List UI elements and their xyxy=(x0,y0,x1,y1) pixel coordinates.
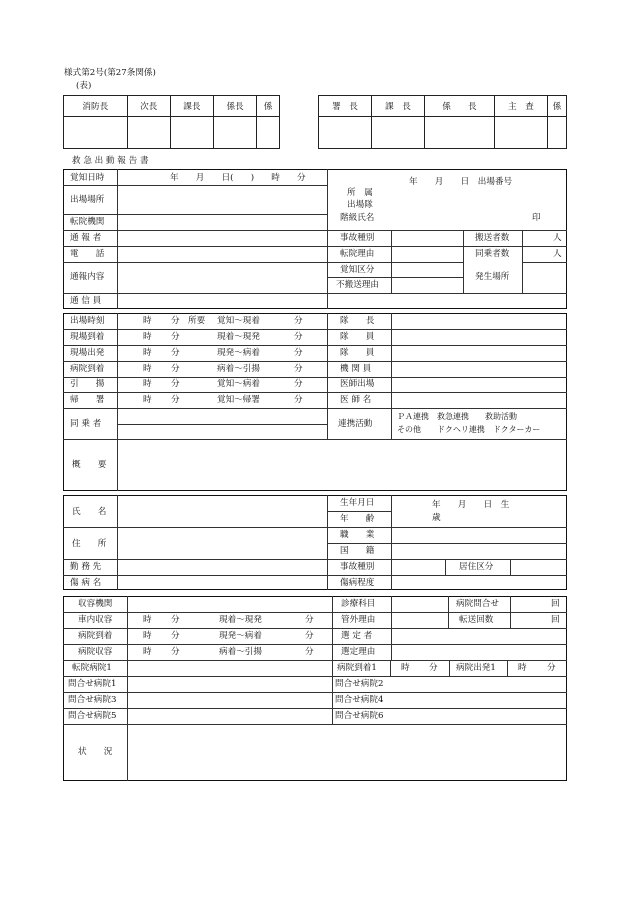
unit-fun: 分 xyxy=(171,647,180,657)
segment-label: 現着～現発 xyxy=(217,332,260,342)
seal-mark: 印 xyxy=(532,213,541,223)
unit-ji: 時 xyxy=(143,348,152,358)
label-jokyo: 状 況 xyxy=(78,747,113,757)
approval-cell: 消防長 xyxy=(64,96,128,117)
unit-fun: 分 xyxy=(305,647,314,657)
label-toiawase-2: 問合せ病院2 xyxy=(335,679,384,689)
stamp-field[interactable] xyxy=(213,117,256,149)
label-sentei-riyu: 選定理由 xyxy=(341,647,376,657)
label-kaikyu-shimei: 階級氏名 xyxy=(340,213,375,223)
stamp-field[interactable] xyxy=(547,117,566,149)
approval-cell: 次長 xyxy=(127,96,170,117)
unit-fun: 分 xyxy=(294,316,303,326)
label-hanso-su: 搬送者数 xyxy=(475,233,510,243)
label-time-2: 現場出発 xyxy=(70,348,105,358)
label-shuyo-kikan: 収容機関 xyxy=(78,599,113,609)
label-seinengappi: 生年月日 xyxy=(340,498,375,508)
date-dispatch-no-field[interactable]: 年 月 日 出場番号 xyxy=(409,177,513,187)
label-fuhanso-riyu: 不搬送理由 xyxy=(336,280,379,290)
segment-label: 現発～病着 xyxy=(217,348,260,358)
label-member-0: 隊 長 xyxy=(340,316,375,326)
label-tenin-riyu: 転院理由 xyxy=(340,249,375,259)
unit-fun: 分 xyxy=(171,379,180,389)
label-time-5: 帰 署 xyxy=(70,395,105,405)
unit-fun: 分 xyxy=(171,631,180,641)
label-nenrei: 年 齢 xyxy=(340,514,375,524)
segment-label: 現着～現発 xyxy=(219,615,262,625)
label-dojo-su: 同乗者数 xyxy=(475,249,510,259)
stamp-field[interactable] xyxy=(494,117,547,149)
age-unit: 歳 xyxy=(432,513,441,523)
approval-cell: 係 長 xyxy=(424,96,494,117)
label-byoin-tochaku: 病院到着 xyxy=(78,631,113,641)
unit-kai: 回 xyxy=(551,615,560,625)
stamp-field[interactable] xyxy=(424,117,494,149)
stamp-field[interactable] xyxy=(319,117,372,149)
approval-cell: 係 xyxy=(257,96,280,117)
unit-fun: 分 xyxy=(171,316,180,326)
label-shobyo: 傷 病 名 xyxy=(70,578,102,588)
label-time-3: 病院到着 xyxy=(70,364,105,374)
label-kyoju-kubun: 居住区分 xyxy=(459,562,494,572)
approval-cell: 係長 xyxy=(213,96,256,117)
segment-label: 覚知～病着 xyxy=(217,379,260,389)
label-sentei-sha: 選 定 者 xyxy=(341,631,373,641)
label-tsuho-naiyo: 通報内容 xyxy=(70,272,105,282)
unit-fun: 分 xyxy=(171,364,180,374)
label-shoyo: 所要 xyxy=(188,316,206,326)
label-denwa: 電 話 xyxy=(70,249,105,259)
approval-cell: 課長 xyxy=(170,96,213,117)
label-renkei: 連携活動 xyxy=(338,419,373,429)
label-tsushin: 通 信 員 xyxy=(70,296,102,306)
label-shobyo-teido: 傷病程度 xyxy=(340,578,375,588)
form-number: 様式第2号(第27条関係) xyxy=(64,68,156,78)
section-timeline xyxy=(63,313,567,491)
unit-ji: 時 xyxy=(143,615,152,625)
birth-date-field[interactable]: 年 月 日 生 xyxy=(432,500,510,510)
label-byoin-tochaku-1: 病院到着1 xyxy=(337,663,377,673)
label-toiawase-6: 問合せ病院6 xyxy=(335,711,384,721)
stamp-field[interactable] xyxy=(64,117,128,149)
stamp-field[interactable] xyxy=(127,117,170,149)
unit-ji: 時 xyxy=(143,332,152,342)
label-member-4: 医師出場 xyxy=(340,379,375,389)
segment-label: 病着～引揚 xyxy=(217,364,260,374)
unit-fun: 分 xyxy=(171,332,180,342)
label-byoin-toiawase: 病院問合せ xyxy=(456,599,499,609)
label-tenso-kaisu: 転送回数 xyxy=(459,615,494,625)
stamp-field[interactable] xyxy=(371,117,424,149)
approval-table-left xyxy=(63,95,280,149)
renkei-options-2: その他 ドクヘリ連携 ドクターカー xyxy=(397,425,541,434)
unit-fun: 分 xyxy=(294,348,303,358)
form-title: 救 急 出 動 報 告 書 xyxy=(72,156,149,166)
segment-label: 病着～引揚 xyxy=(219,647,262,657)
label-shanai-shuyo: 車内収容 xyxy=(78,615,113,625)
label-kakuchi: 覚知日時 xyxy=(70,173,105,183)
label-hassei-basho: 発生場所 xyxy=(475,272,510,282)
label-shinryo: 診療科目 xyxy=(341,599,376,609)
renkei-options-1: ＰＡ連携 救急連携 救助活動 xyxy=(397,412,517,421)
label-jiko-shubetsu-2: 事故種別 xyxy=(340,562,375,572)
form-side: (表) xyxy=(76,81,92,91)
label-member-2: 隊 員 xyxy=(340,348,375,358)
label-member-3: 機 関 員 xyxy=(340,364,372,374)
unit-fun: 分 xyxy=(429,663,438,673)
label-toiawase-3: 問合せ病院3 xyxy=(68,695,117,705)
unit-ji: 時 xyxy=(143,395,152,405)
unit-ji: 時 xyxy=(518,663,527,673)
unit-ji: 時 xyxy=(143,647,152,657)
label-toiawase-1: 問合せ病院1 xyxy=(68,679,117,689)
segment-label: 現発～病着 xyxy=(219,631,262,641)
approval-cell: 課 長 xyxy=(371,96,424,117)
stamp-field[interactable] xyxy=(170,117,213,149)
unit-fun: 分 xyxy=(171,615,180,625)
label-byoin-shuppatsu-1: 病院出発1 xyxy=(456,663,496,673)
label-tenin-kikan: 転院機関 xyxy=(70,217,105,227)
label-time-1: 現場到着 xyxy=(70,332,105,342)
label-kokuseki: 国 籍 xyxy=(340,546,375,556)
approval-cell: 主 査 xyxy=(494,96,547,117)
label-tenin-byoin-1: 転院病院1 xyxy=(72,663,112,673)
unit-fun: 分 xyxy=(547,663,556,673)
label-shutsujo-basho: 出場場所 xyxy=(70,195,105,205)
approval-table-right xyxy=(318,95,567,149)
approval-cell: 署 長 xyxy=(319,96,372,117)
unit-kai: 回 xyxy=(551,599,560,609)
label-time-4: 引 揚 xyxy=(70,379,105,389)
stamp-field[interactable] xyxy=(257,117,280,149)
unit-nin: 人 xyxy=(553,233,562,243)
unit-fun: 分 xyxy=(305,631,314,641)
unit-fun: 分 xyxy=(171,348,180,358)
label-shimei: 氏 名 xyxy=(72,507,107,517)
unit-ji: 時 xyxy=(143,631,152,641)
label-member-5: 医 師 名 xyxy=(340,395,372,405)
label-dojosha: 同 乗 者 xyxy=(70,419,102,429)
label-kinmusaki: 勤 務 先 xyxy=(70,562,102,572)
label-tsuhosha: 通 報 者 xyxy=(70,233,102,243)
unit-ji: 時 xyxy=(143,316,152,326)
label-toiawase-4: 問合せ病院4 xyxy=(335,695,384,705)
segment-label: 覚知～現着 xyxy=(217,316,260,326)
unit-ji: 時 xyxy=(143,364,152,374)
label-shutsujotai: 出場隊 xyxy=(347,200,373,210)
label-member-1: 隊 員 xyxy=(340,332,375,342)
unit-fun: 分 xyxy=(294,332,303,342)
label-shozoku: 所 属 xyxy=(347,188,373,198)
unit-ji: 時 xyxy=(401,663,410,673)
unit-ji: 時 xyxy=(143,379,152,389)
unit-fun: 分 xyxy=(305,615,314,625)
segment-label: 覚知～帰署 xyxy=(217,395,260,405)
unit-fun: 分 xyxy=(171,395,180,405)
label-gaiyo: 概 要 xyxy=(72,460,107,470)
unit-fun: 分 xyxy=(294,364,303,374)
label-shokugyo: 職 業 xyxy=(340,530,375,540)
unit-fun: 分 xyxy=(294,395,303,405)
label-jiko-shubetsu: 事故種別 xyxy=(340,233,375,243)
approval-cell: 係 xyxy=(547,96,566,117)
label-time-0: 出場時刻 xyxy=(70,316,105,326)
label-kakuchi-kubun: 覚知区分 xyxy=(340,265,375,275)
label-jusho: 住 所 xyxy=(72,539,107,549)
label-byoin-shuyo: 病院収容 xyxy=(78,647,113,657)
kakuchi-datetime-field[interactable]: 年 月 日( ) 時 分 xyxy=(170,173,306,183)
unit-nin: 人 xyxy=(553,249,562,259)
unit-fun: 分 xyxy=(294,379,303,389)
label-toiawase-5: 問合せ病院5 xyxy=(68,711,117,721)
label-kangai-riyu: 管外理由 xyxy=(341,615,376,625)
